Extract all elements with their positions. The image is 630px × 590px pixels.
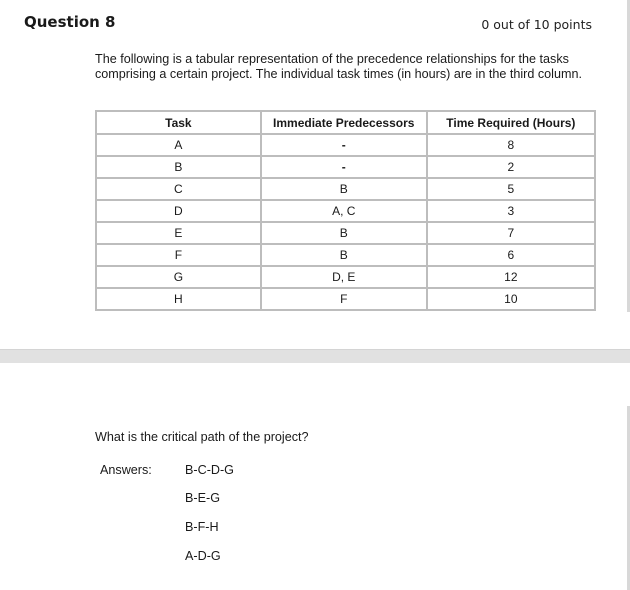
predecessors-cell: B xyxy=(261,244,427,266)
table-header-row xyxy=(96,111,595,134)
task-cell: B xyxy=(96,156,261,178)
header-predecessors: Immediate Predecessors xyxy=(261,111,427,134)
time-cell: 6 xyxy=(427,244,595,266)
table-row xyxy=(96,288,595,310)
table-row xyxy=(96,156,595,178)
question-prompt: What is the critical path of the project? xyxy=(95,430,309,444)
time-cell: 2 xyxy=(427,156,595,178)
time-cell: 8 xyxy=(427,134,595,156)
time-cell: 7 xyxy=(427,222,595,244)
answer-option[interactable]: B-E-G xyxy=(185,491,220,505)
task-cell: A xyxy=(96,134,261,156)
task-cell: E xyxy=(96,222,261,244)
predecessors-cell: A, C xyxy=(261,200,427,222)
predecessors-cell: D, E xyxy=(261,266,427,288)
table-row xyxy=(96,222,595,244)
table-row xyxy=(96,244,595,266)
predecessors-cell: B xyxy=(261,222,427,244)
question-text: The following is a tabular representation of the precedence relationships for the tasks comprising a certain project. The individual task times (in hours) are in the third column. xyxy=(95,52,582,81)
predecessors-cell: - xyxy=(261,134,427,156)
time-cell: 3 xyxy=(427,200,595,222)
question-points: 0 out of 10 points xyxy=(481,17,592,32)
task-cell: C xyxy=(96,178,261,200)
header-task: Task xyxy=(96,111,261,134)
table-row xyxy=(96,200,595,222)
predecessors-cell: F xyxy=(261,288,427,310)
header-time: Time Required (Hours) xyxy=(427,111,595,134)
question-title: Question 8 xyxy=(24,13,116,31)
time-cell: 12 xyxy=(427,266,595,288)
table-row xyxy=(96,134,595,156)
predecessors-cell: - xyxy=(261,156,427,178)
time-cell: 10 xyxy=(427,288,595,310)
task-cell: H xyxy=(96,288,261,310)
answer-option[interactable]: A-D-G xyxy=(185,549,221,563)
task-cell: F xyxy=(96,244,261,266)
precedence-table xyxy=(95,110,596,311)
answers-label: Answers: xyxy=(100,463,152,477)
task-cell: G xyxy=(96,266,261,288)
table-row xyxy=(96,178,595,200)
answer-option[interactable]: B-F-H xyxy=(185,520,219,534)
predecessors-cell: B xyxy=(261,178,427,200)
task-cell: D xyxy=(96,200,261,222)
answer-option[interactable]: B-C-D-G xyxy=(185,463,234,477)
section-divider xyxy=(0,349,630,363)
time-cell: 5 xyxy=(427,178,595,200)
table-row xyxy=(96,266,595,288)
